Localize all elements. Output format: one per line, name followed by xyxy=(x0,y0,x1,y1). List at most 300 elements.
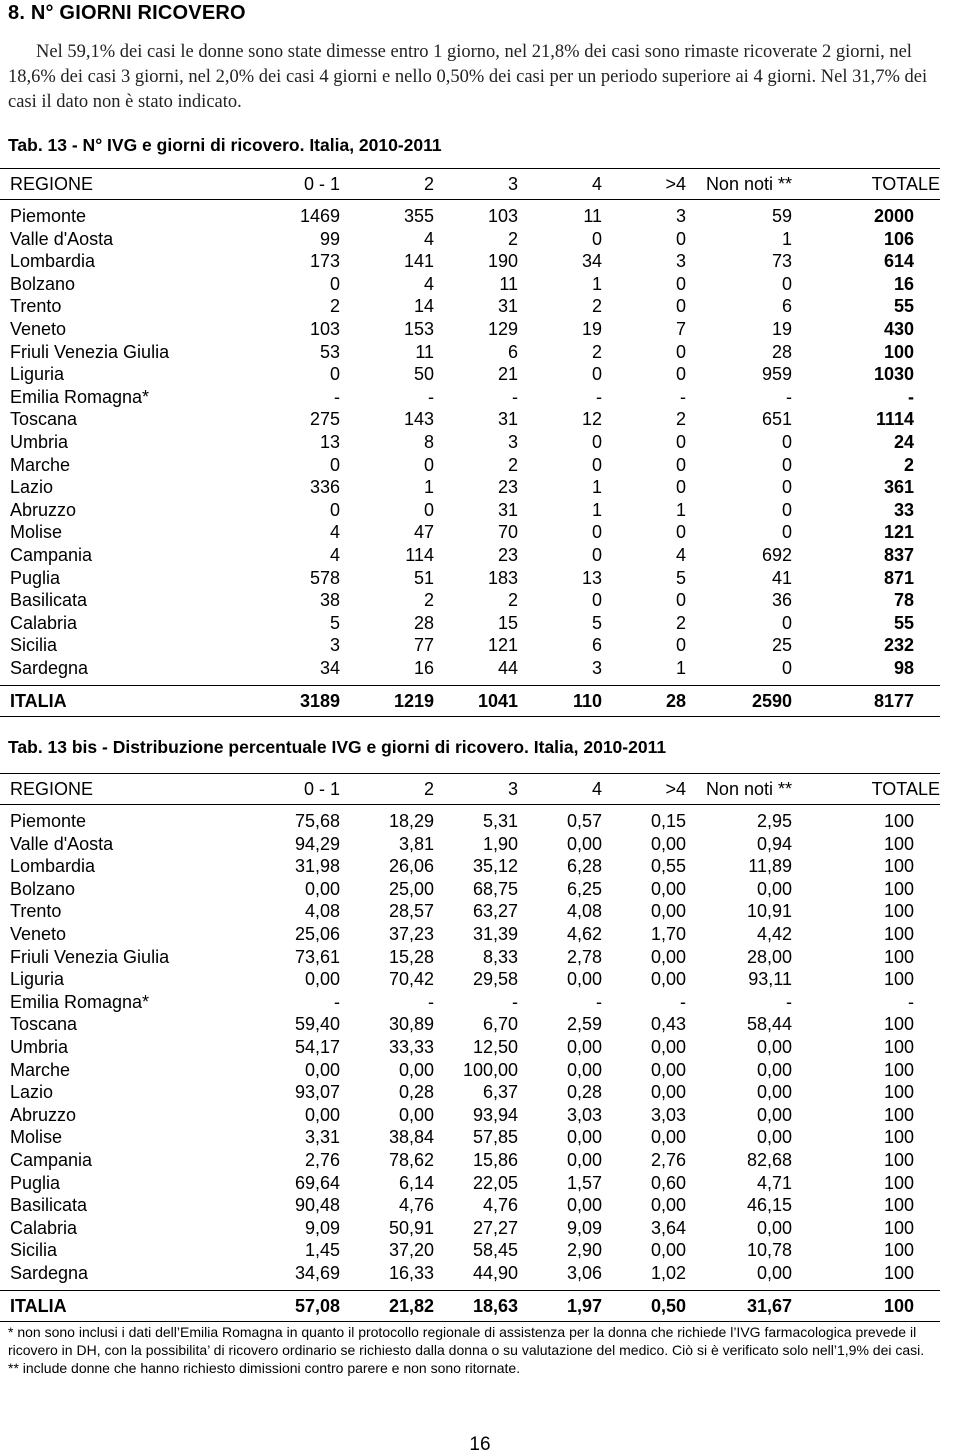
value-cell: 0 xyxy=(423,454,434,475)
value-cell: 0,55 xyxy=(650,856,686,877)
value-cell: 93,11 xyxy=(748,969,792,990)
value-cell: 0 xyxy=(591,522,602,543)
intro-paragraph: Nel 59,1% dei casi le donne sono state dimesse entro 1 giorno, nel 21,8% dei casi sono rimaste ricoverate 2 giorni, nel 18,6% dei casi 3 giorni, nel 2,0% dei casi 4 giorni e nello 0,50% dei casi per un periodo superiore ai 4 giorni. Nel 31,7% dei casi il dato non è stato indicato. xyxy=(8,42,928,112)
value-cell: 0,00 xyxy=(650,1036,686,1057)
region-cell: Friuli Venezia Giulia xyxy=(10,341,170,362)
value-cell: Non noti ** xyxy=(686,774,792,805)
table-row xyxy=(0,295,940,318)
value-cell: 15 xyxy=(497,612,518,633)
value-cell: 100 xyxy=(883,1014,914,1035)
value-cell: 3 xyxy=(507,431,518,452)
value-cell: 100 xyxy=(883,811,914,831)
value-cell: 0 xyxy=(591,454,602,475)
value-cell: - xyxy=(512,386,518,407)
value-cell: 14 xyxy=(413,296,434,317)
value-cell: 2 xyxy=(340,169,434,200)
value-cell: 46,15 xyxy=(746,1195,792,1216)
value-cell: 44,90 xyxy=(472,1262,518,1283)
value-cell: 22,05 xyxy=(472,1172,518,1193)
table-row xyxy=(0,1194,940,1217)
table-row xyxy=(0,499,940,522)
value-cell: 100 xyxy=(883,1059,914,1080)
value-cell: 1041 xyxy=(434,686,518,717)
value-cell: 30,89 xyxy=(388,1014,434,1035)
value-cell: 0 xyxy=(591,228,602,249)
value-cell: 4 xyxy=(675,544,686,565)
value-cell: 99 xyxy=(319,228,340,249)
region-cell: Piemonte xyxy=(10,811,87,831)
table-row xyxy=(0,341,940,364)
value-cell: 0,00 xyxy=(398,1104,434,1125)
value-cell: 34,69 xyxy=(294,1262,340,1283)
value-cell: 5 xyxy=(329,612,340,633)
region-cell: Bolzano xyxy=(10,878,76,899)
value-cell: 4,08 xyxy=(304,901,340,922)
value-cell: 2590 xyxy=(686,686,792,717)
region-cell: REGIONE xyxy=(0,774,240,805)
value-cell: 38,84 xyxy=(388,1127,434,1148)
value-cell: 0,43 xyxy=(650,1014,686,1035)
value-cell: 94,29 xyxy=(294,833,340,854)
value-cell: 3 xyxy=(675,206,686,226)
value-cell: 38 xyxy=(319,590,340,611)
value-cell: 44 xyxy=(497,657,518,678)
value-cell: 0 - 1 xyxy=(240,169,340,200)
value-cell: 19 xyxy=(581,318,602,339)
section-title: 8. N° GIORNI RICOVERO xyxy=(8,2,246,24)
value-cell: - xyxy=(680,991,686,1012)
value-cell: 1219 xyxy=(340,686,434,717)
value-cell: 0,00 xyxy=(650,946,686,967)
value-cell: 98 xyxy=(893,657,914,678)
value-cell: 4,08 xyxy=(566,901,602,922)
value-cell: 2 xyxy=(675,409,686,430)
value-cell: 31 xyxy=(497,409,518,430)
value-cell: - xyxy=(596,991,602,1012)
table-row xyxy=(0,408,940,431)
table-row xyxy=(0,363,940,386)
value-cell: 0 xyxy=(781,431,792,452)
region-cell: Valle d'Aosta xyxy=(10,833,114,854)
value-cell: 0 xyxy=(675,296,686,317)
value-cell: 1469 xyxy=(299,206,340,226)
value-cell: 41 xyxy=(771,567,792,588)
value-cell: 100 xyxy=(792,1291,940,1322)
table-row xyxy=(0,900,940,923)
value-cell: 25,00 xyxy=(388,878,434,899)
value-cell: 6 xyxy=(591,635,602,656)
value-cell: 0,00 xyxy=(566,1127,602,1148)
value-cell: 90,48 xyxy=(294,1195,340,1216)
value-cell: 0 xyxy=(591,364,602,385)
value-cell: 1,02 xyxy=(650,1262,686,1283)
value-cell: 47 xyxy=(413,522,434,543)
value-cell: 53 xyxy=(319,341,340,362)
value-cell: 8177 xyxy=(792,686,940,717)
value-cell: 3,03 xyxy=(566,1104,602,1125)
header-row xyxy=(0,169,940,200)
value-cell: 1030 xyxy=(873,364,914,385)
value-cell: 51 xyxy=(413,567,434,588)
value-cell: 0,00 xyxy=(566,833,602,854)
value-cell: 33,33 xyxy=(388,1036,434,1057)
value-cell: 31 xyxy=(497,499,518,520)
value-cell: 106 xyxy=(883,228,914,249)
total-row xyxy=(0,1291,940,1322)
value-cell: 114 xyxy=(405,544,434,565)
value-cell: 75,68 xyxy=(294,811,340,831)
region-cell: Emilia Romagna* xyxy=(10,386,150,407)
region-cell: Lazio xyxy=(10,477,54,498)
footnote-emilia: * non sono inclusi i dati dell’Emilia Romagna in quanto il protocollo regionale di assistenza per la donna che richiede l’IVG farmacologica prevede il ricovero in DH, con la possibilita’ di ricovero ordinario se richiesto dalla donna o su valutazione del medico. Ciò si è verificato solo nell’1,9% dei casi. xyxy=(8,1324,925,1358)
value-cell: 0,00 xyxy=(650,1059,686,1080)
table-row xyxy=(0,878,940,901)
value-cell: 15,28 xyxy=(388,946,434,967)
value-cell: 2 xyxy=(507,228,518,249)
value-cell: 6,28 xyxy=(566,856,602,877)
value-cell: 0 xyxy=(423,499,434,520)
value-cell: 0 - 1 xyxy=(240,774,340,805)
value-cell: 0,00 xyxy=(650,1240,686,1261)
value-cell: 68,75 xyxy=(472,878,518,899)
value-cell: 5 xyxy=(591,612,602,633)
value-cell: 103 xyxy=(309,318,340,339)
region-cell: Calabria xyxy=(10,1217,78,1238)
table-row xyxy=(0,589,940,612)
table-row xyxy=(0,228,940,251)
table-row xyxy=(0,805,940,833)
value-cell: 2,90 xyxy=(566,1240,602,1261)
value-cell: 100 xyxy=(883,901,914,922)
value-cell: 0,00 xyxy=(756,1262,792,1283)
value-cell: 430 xyxy=(883,318,914,339)
value-cell: 153 xyxy=(403,318,434,339)
table-row xyxy=(0,1104,940,1127)
region-cell: Liguria xyxy=(10,364,65,385)
value-cell: 25 xyxy=(771,635,792,656)
value-cell: 82,68 xyxy=(746,1149,792,1170)
region-cell: Umbria xyxy=(10,431,69,452)
value-cell: 12,50 xyxy=(472,1036,518,1057)
value-cell: 0 xyxy=(329,364,340,385)
value-cell: 0,00 xyxy=(650,1082,686,1103)
value-cell: 651 xyxy=(761,409,792,430)
value-cell: 0,00 xyxy=(304,969,340,990)
value-cell: 1,70 xyxy=(650,923,686,944)
value-cell: 4,76 xyxy=(398,1195,434,1216)
region-cell: Bolzano xyxy=(10,273,76,294)
table-row xyxy=(0,968,940,991)
value-cell: 0,00 xyxy=(650,901,686,922)
value-cell: - xyxy=(428,991,434,1012)
table-row xyxy=(0,431,940,454)
value-cell: 3 xyxy=(434,774,518,805)
value-cell: 141 xyxy=(403,251,434,272)
table-row xyxy=(0,991,940,1014)
value-cell: 0,00 xyxy=(756,1127,792,1148)
value-cell: 28,57 xyxy=(388,901,434,922)
value-cell: 4 xyxy=(423,273,434,294)
value-cell: 100 xyxy=(883,1127,914,1148)
value-cell: 361 xyxy=(883,477,914,498)
value-cell: 100 xyxy=(883,1149,914,1170)
value-cell: 26,06 xyxy=(388,856,434,877)
value-cell: 275 xyxy=(309,409,340,430)
value-cell: 78 xyxy=(893,590,914,611)
value-cell: - xyxy=(680,386,686,407)
region-cell: Sicilia xyxy=(10,635,58,656)
region-cell: Veneto xyxy=(10,923,67,944)
header-row xyxy=(0,774,940,805)
value-cell: >4 xyxy=(602,774,686,805)
value-cell: 0,00 xyxy=(304,878,340,899)
region-cell: Liguria xyxy=(10,969,65,990)
region-cell: Calabria xyxy=(10,612,78,633)
value-cell: 6,25 xyxy=(566,878,602,899)
value-cell: 6,37 xyxy=(482,1082,518,1103)
value-cell: 3,03 xyxy=(650,1104,686,1125)
value-cell: 871 xyxy=(883,567,914,588)
value-cell: 2 xyxy=(329,296,340,317)
value-cell: 100 xyxy=(883,1172,914,1193)
value-cell: 0,28 xyxy=(566,1082,602,1103)
value-cell: - xyxy=(334,386,340,407)
table-row xyxy=(0,454,940,477)
table-row xyxy=(0,1036,940,1059)
value-cell: 121 xyxy=(883,522,914,543)
value-cell: 12 xyxy=(581,409,602,430)
value-cell: 24 xyxy=(893,431,914,452)
value-cell: 31,67 xyxy=(686,1291,792,1322)
value-cell: 2,95 xyxy=(756,811,792,831)
value-cell: 336 xyxy=(309,477,340,498)
footnotes xyxy=(8,1323,956,1377)
value-cell: 0,00 xyxy=(566,969,602,990)
table-row xyxy=(0,567,940,590)
value-cell: 55 xyxy=(893,296,914,317)
value-cell: 1 xyxy=(423,477,434,498)
value-cell: 93,07 xyxy=(294,1082,340,1103)
value-cell: 143 xyxy=(403,409,434,430)
value-cell: 0 xyxy=(675,477,686,498)
value-cell: 0,00 xyxy=(650,1127,686,1148)
value-cell: 93,94 xyxy=(472,1104,518,1125)
value-cell: 1 xyxy=(675,499,686,520)
value-cell: 70,42 xyxy=(388,969,434,990)
value-cell: 183 xyxy=(487,567,518,588)
value-cell: 3 xyxy=(675,251,686,272)
footnote-non-noti: ** include donne che hanno richiesto dimissioni contro parere e non sono ritornate. xyxy=(8,1360,521,1376)
value-cell: 36 xyxy=(771,590,792,611)
value-cell: 2 xyxy=(340,774,434,805)
value-cell: 3 xyxy=(591,657,602,678)
value-cell: 0 xyxy=(675,364,686,385)
value-cell: 54,17 xyxy=(294,1036,340,1057)
value-cell: 3 xyxy=(434,169,518,200)
value-cell: 34 xyxy=(319,657,340,678)
value-cell: 0 xyxy=(781,499,792,520)
value-cell: 0,00 xyxy=(566,1149,602,1170)
region-cell: Emilia Romagna* xyxy=(10,991,150,1012)
table-row xyxy=(0,855,940,878)
table-row xyxy=(0,1172,940,1195)
value-cell: 0,50 xyxy=(602,1291,686,1322)
value-cell: 31,39 xyxy=(472,923,518,944)
value-cell: 11 xyxy=(583,206,602,226)
value-cell: 2 xyxy=(591,296,602,317)
value-cell: 34 xyxy=(581,251,602,272)
region-cell: ITALIA xyxy=(0,1291,240,1322)
region-cell: Molise xyxy=(10,522,63,543)
table2-ivg-days-percent xyxy=(0,773,940,1322)
value-cell: 100 xyxy=(883,1262,914,1283)
value-cell: 0 xyxy=(781,612,792,633)
value-cell: 6 xyxy=(507,341,518,362)
table1-caption: Tab. 13 - N° IVG e giorni di ricovero. Italia, 2010-2011 xyxy=(8,135,442,155)
value-cell: 100 xyxy=(883,833,914,854)
value-cell: 31 xyxy=(497,296,518,317)
value-cell: TOTALE xyxy=(792,169,940,200)
value-cell: 2 xyxy=(507,590,518,611)
region-cell: Marche xyxy=(10,454,71,475)
value-cell: 0 xyxy=(675,454,686,475)
value-cell: 8 xyxy=(423,431,434,452)
value-cell: 29,58 xyxy=(472,969,518,990)
value-cell: 0 xyxy=(781,657,792,678)
value-cell: 2 xyxy=(507,454,518,475)
value-cell: 100 xyxy=(883,1036,914,1057)
value-cell: 2,78 xyxy=(566,946,602,967)
value-cell: 23 xyxy=(497,477,518,498)
value-cell: 0 xyxy=(781,477,792,498)
total-row xyxy=(0,686,940,717)
value-cell: 2 xyxy=(591,341,602,362)
value-cell: 0,00 xyxy=(566,1195,602,1216)
table1-ivg-days xyxy=(0,168,940,717)
value-cell: 0,00 xyxy=(304,1104,340,1125)
value-cell: 0 xyxy=(591,544,602,565)
table-row xyxy=(0,521,940,544)
value-cell: 5,31 xyxy=(482,811,518,831)
value-cell: 1 xyxy=(591,273,602,294)
value-cell: 18,63 xyxy=(434,1291,518,1322)
value-cell: - xyxy=(428,386,434,407)
value-cell: 578 xyxy=(309,567,340,588)
table-row xyxy=(0,318,940,341)
value-cell: 70 xyxy=(497,522,518,543)
value-cell: 1114 xyxy=(875,409,914,430)
value-cell: 0,00 xyxy=(756,1217,792,1238)
value-cell: 73 xyxy=(771,251,792,272)
value-cell: 959 xyxy=(761,364,792,385)
value-cell: 0 xyxy=(675,273,686,294)
value-cell: 129 xyxy=(487,318,518,339)
value-cell: 57,85 xyxy=(472,1127,518,1148)
value-cell: 23 xyxy=(497,544,518,565)
value-cell: 78,62 xyxy=(388,1149,434,1170)
region-cell: Trento xyxy=(10,296,62,317)
region-cell: Piemonte xyxy=(10,206,87,226)
region-cell: Valle d'Aosta xyxy=(10,228,114,249)
value-cell: 3189 xyxy=(240,686,340,717)
value-cell: 0,00 xyxy=(398,1059,434,1080)
region-cell: Basilicata xyxy=(10,590,88,611)
value-cell: 0,00 xyxy=(650,1195,686,1216)
value-cell: 100 xyxy=(883,1195,914,1216)
value-cell: 3,31 xyxy=(304,1127,340,1148)
value-cell: 16 xyxy=(413,657,434,678)
value-cell: 1,57 xyxy=(566,1172,602,1193)
value-cell: 10,91 xyxy=(746,901,792,922)
value-cell: 2,59 xyxy=(566,1014,602,1035)
table-row xyxy=(0,1013,940,1036)
value-cell: 100 xyxy=(883,1240,914,1261)
value-cell: 1 xyxy=(675,657,686,678)
value-cell: 55 xyxy=(893,612,914,633)
value-cell: 100 xyxy=(883,923,914,944)
value-cell: 103 xyxy=(487,206,518,226)
value-cell: 4,42 xyxy=(756,923,792,944)
value-cell: 11,89 xyxy=(748,856,792,877)
value-cell: 77 xyxy=(413,635,434,656)
region-cell: Abruzzo xyxy=(10,1104,77,1125)
table-row xyxy=(0,1149,940,1172)
value-cell: 0 xyxy=(675,522,686,543)
value-cell: - xyxy=(334,991,340,1012)
value-cell: 1,90 xyxy=(482,833,518,854)
value-cell: 4 xyxy=(518,169,602,200)
value-cell: 100,00 xyxy=(462,1059,518,1080)
table-row xyxy=(0,476,940,499)
value-cell: 0,00 xyxy=(756,878,792,899)
value-cell: - xyxy=(786,991,792,1012)
table-row xyxy=(0,544,940,567)
value-cell: 232 xyxy=(883,635,914,656)
value-cell: 0,00 xyxy=(650,969,686,990)
value-cell: 4,76 xyxy=(482,1195,518,1216)
value-cell: 0,00 xyxy=(304,1059,340,1080)
value-cell: - xyxy=(596,386,602,407)
table-row xyxy=(0,634,940,657)
table-row xyxy=(0,657,940,686)
region-cell: Lombardia xyxy=(10,856,96,877)
value-cell: 37,23 xyxy=(388,923,434,944)
value-cell: 0,00 xyxy=(566,1036,602,1057)
value-cell: 0,00 xyxy=(756,1104,792,1125)
value-cell: TOTALE xyxy=(792,774,940,805)
value-cell: 59 xyxy=(771,206,792,226)
value-cell: 16,33 xyxy=(388,1262,434,1283)
value-cell: 0 xyxy=(329,273,340,294)
region-cell: Sicilia xyxy=(10,1240,58,1261)
table-row xyxy=(0,1081,940,1104)
value-cell: 16 xyxy=(893,273,914,294)
value-cell: 100 xyxy=(883,946,914,967)
value-cell: - xyxy=(908,386,914,407)
value-cell: 0 xyxy=(329,499,340,520)
value-cell: 21 xyxy=(497,364,518,385)
value-cell: - xyxy=(786,386,792,407)
value-cell: 31,98 xyxy=(294,856,340,877)
value-cell: 100 xyxy=(883,969,914,990)
value-cell: 2,76 xyxy=(650,1149,686,1170)
value-cell: Non noti ** xyxy=(686,169,792,200)
value-cell: 4 xyxy=(329,544,340,565)
region-cell: Trento xyxy=(10,901,62,922)
value-cell: 0,00 xyxy=(756,1082,792,1103)
value-cell: 4 xyxy=(329,522,340,543)
value-cell: 100 xyxy=(883,878,914,899)
